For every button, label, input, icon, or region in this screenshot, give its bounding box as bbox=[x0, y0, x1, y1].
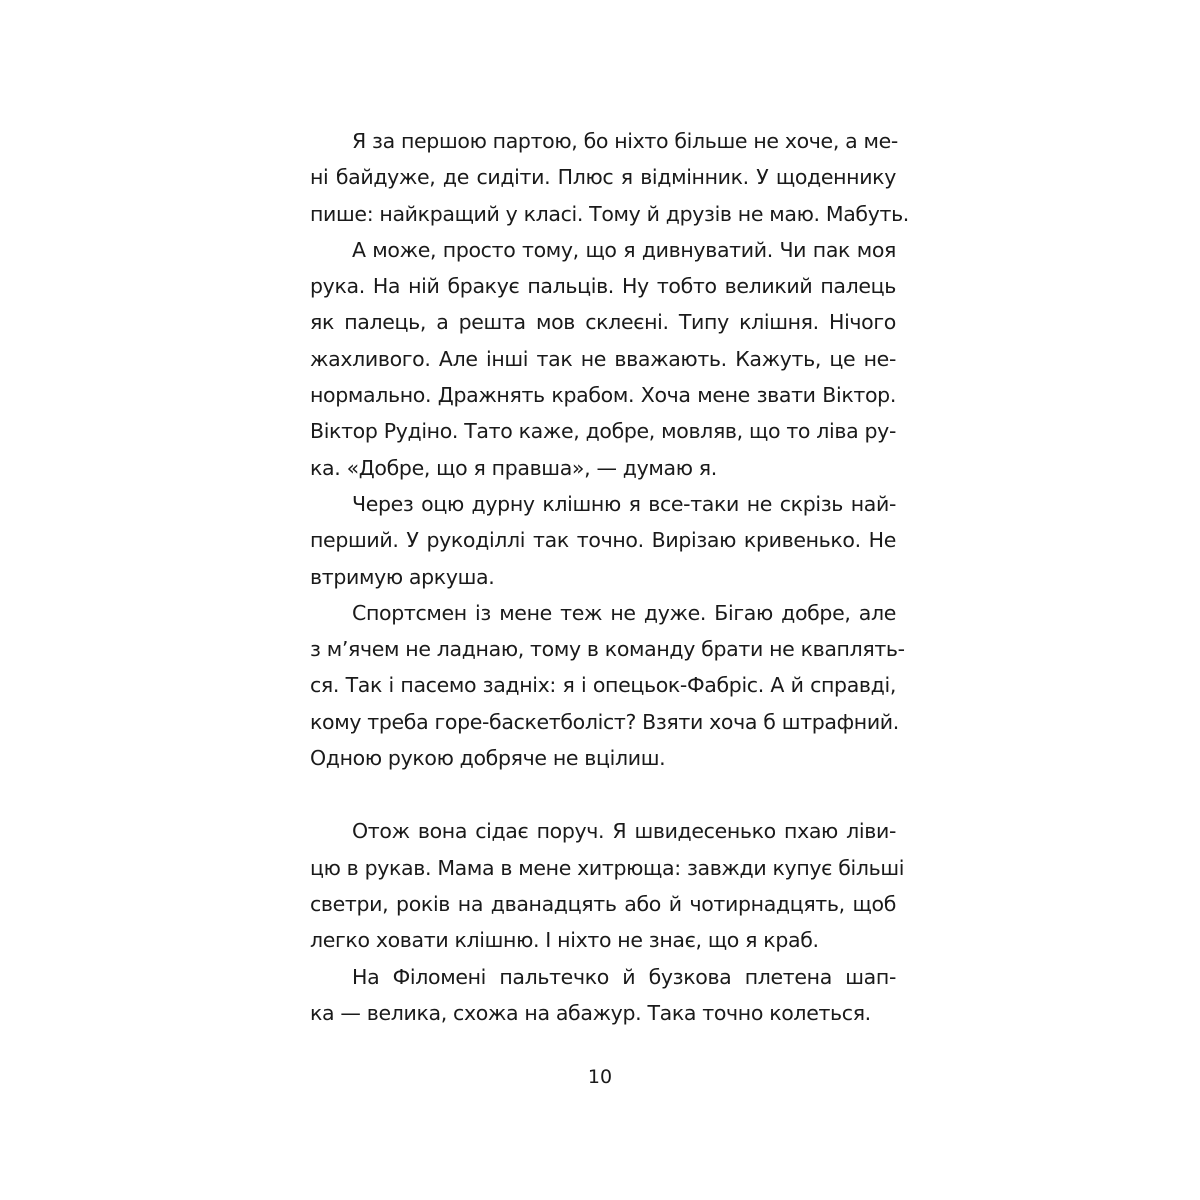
text-line: нормально. Дражнять крабом. Хоча мене звати Віктор. bbox=[310, 383, 896, 408]
text-line: легко ховати клішню. І ніхто не знає, що я краб. bbox=[310, 928, 819, 953]
text-line: Спортсмен із мене теж не дуже. Бігаю добре, але bbox=[352, 600, 896, 625]
text-line: Одною рукою добряче не вцілиш. bbox=[310, 746, 666, 771]
text-line: рука. На ній бракує пальців. Ну тобто великий палець bbox=[310, 274, 896, 299]
text-line: Через оцю дурну клішню я все-таки не скрізь най- bbox=[352, 491, 896, 516]
text-line: кому треба горе-баскетболіст? Взяти хоча б штрафний. bbox=[310, 709, 899, 734]
text-line: як палець, а решта мов склеєні. Типу клішня. Нічого bbox=[310, 310, 896, 335]
text-line: Віктор Рудіно. Тато каже, добре, мовляв, що то ліва ру- bbox=[310, 419, 896, 444]
paragraph bbox=[310, 232, 896, 486]
paragraph bbox=[310, 813, 905, 958]
paragraph bbox=[310, 123, 909, 232]
paragraph bbox=[310, 595, 905, 776]
text-line: светри, років на дванадцять або й чотирнадцять, щоб bbox=[310, 891, 896, 916]
page-number: 10 bbox=[587, 1066, 613, 1088]
paragraph bbox=[310, 486, 896, 595]
text-line: жахливого. Але інші так не вважають. Кажуть, це не- bbox=[310, 346, 896, 371]
text-line: ні байдуже, де сидіти. Плюс я відмінник. У щоденнику bbox=[310, 165, 896, 190]
text-line: з м’ячем не ладнаю, тому в команду брати не кваплять- bbox=[310, 637, 905, 662]
text-line: ся. Так і пасемо задніх: я і опецьок-Фабріс. А й справді, bbox=[310, 673, 896, 698]
text-line: цю в рукав. Мама в мене хитрюща: завжди купує більші bbox=[310, 855, 905, 880]
text-line: втримую аркуша. bbox=[310, 564, 495, 589]
text-line: А може, просто тому, що я дивнуватий. Чи пак моя bbox=[352, 237, 896, 262]
section-break bbox=[310, 776, 896, 813]
body-text bbox=[310, 123, 909, 1031]
text-line: Я за першою партою, бо ніхто більше не хоче, а ме- bbox=[352, 129, 898, 153]
text-line: Отож вона сідає поруч. Я швидесенько пхаю ліви- bbox=[352, 819, 896, 844]
text-line: ка — велика, схожа на абажур. Така точно колеться. bbox=[310, 1000, 871, 1025]
paragraph bbox=[310, 959, 896, 1032]
text-line: пише: найкращий у класі. Тому й друзів не маю. Мабуть. bbox=[310, 201, 909, 226]
text-line: ка. «Добре, що я правша», — думаю я. bbox=[310, 455, 717, 480]
text-line: перший. У рукоділлі так точно. Вирізаю кривенько. Не bbox=[310, 528, 896, 553]
text-line: На Філомені пальтечко й бузкова плетена шап- bbox=[352, 964, 896, 989]
